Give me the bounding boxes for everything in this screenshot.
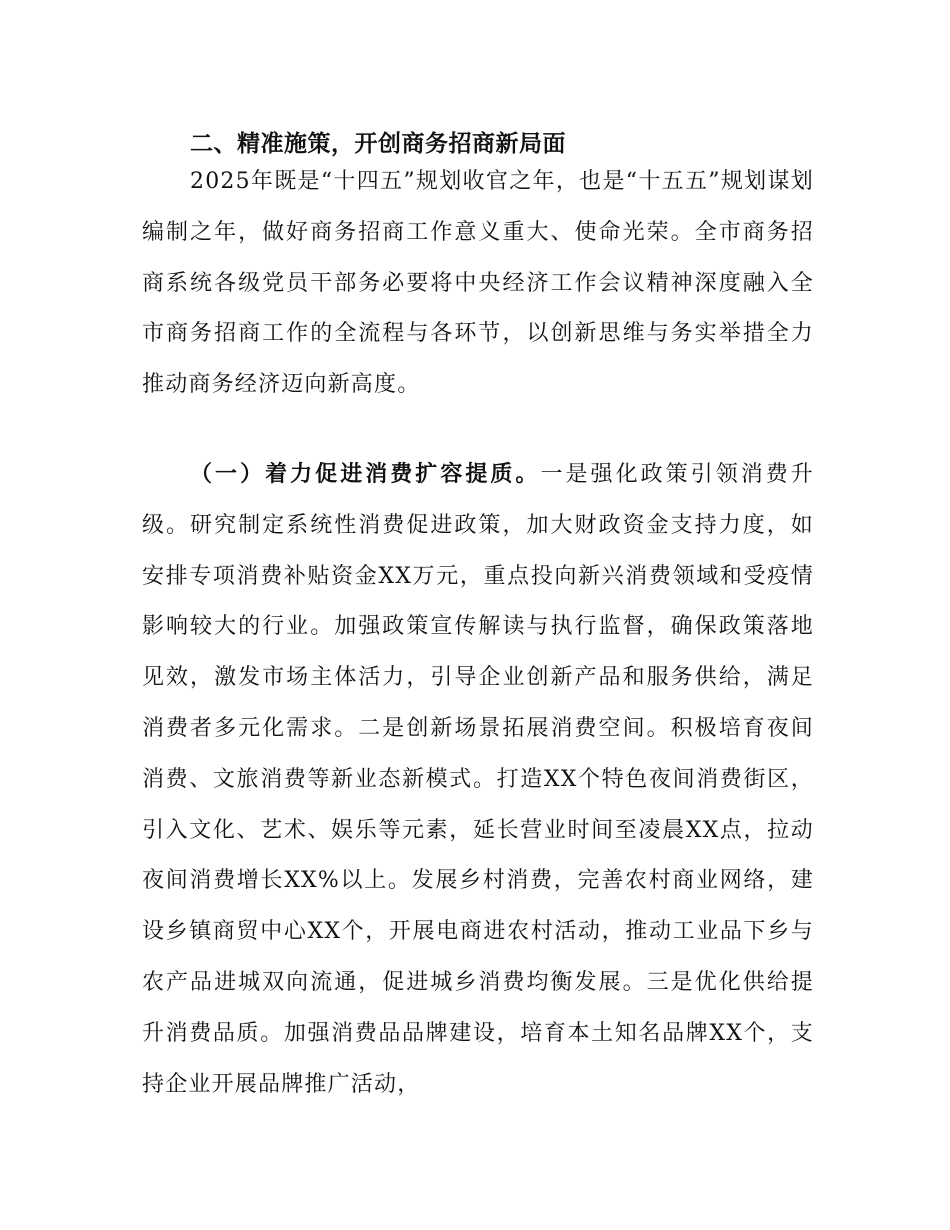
section-heading: 二、精准施策，开创商务招商新局面	[190, 131, 566, 157]
paragraph-intro	[142, 157, 814, 411]
paragraph-intro-text: 2025年既是“十四五”规划收官之年，也是“十五五”规划谋划编制之年，做好商务招商工作意义重大、使命光荣。全市商务招商系统各级党员干部务必要将中央经济工作会议精神深度融入全市商务招商工作的全流程与各环节，以创新思维与务实举措全力推动商务经济迈向新高度。	[142, 169, 814, 398]
paragraph-consumption-text: 一是强化政策引领消费升级。研究制定系统性消费促进政策，加大财政资金支持力度，如安排专项消费补贴资金XX万元，重点投向新兴消费领域和受疫情影响较大的行业。加强政策宣传解读与执行监督，确保政策落地见效，激发市场主体活力，引导企业创新产品和服务供给，满足消费者多元化需求。二是创新场景拓展消费空间。积极培育夜间消费、文旅消费等新业态新模式。打造XX个特色夜间消费街区，引入文化、艺术、娱乐等元素，延长营业时间至凌晨XX点，拉动夜间消费增长XX%以上。发展乡村消费，完善农村商业网络，建设乡镇商贸中心XX个，开展电商进农村活动，推动工业品下乡与农产品进城双向流通，促进城乡消费均衡发展。三是优化供给提升消费品质。加强消费品品牌建设，培育本土知名品牌XX个，支持企业开展品牌推广活动，	[142, 462, 814, 1097]
paragraph-consumption	[142, 450, 814, 1110]
paragraph-lead-heading: （一）着力促进消费扩容提质。	[190, 462, 541, 487]
